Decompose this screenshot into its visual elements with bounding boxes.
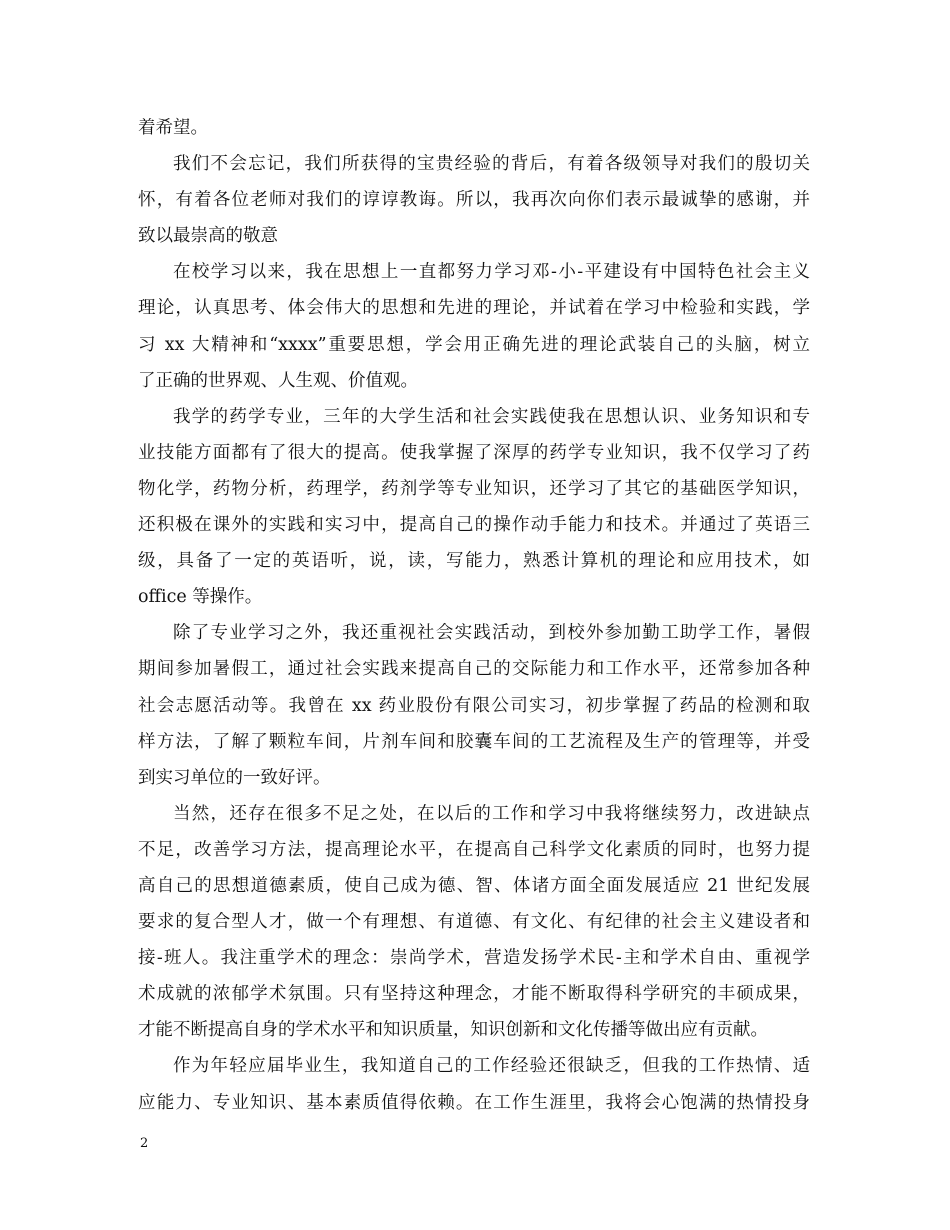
text-line: 物化学，药物分析，药理学，药剂学等专业知识，还学习了其它的基础医学知识，: [138, 478, 810, 499]
text-line: 要求的复合型人才，做一个有理想、有道德、有文化、有纪律的社会主义建设者和: [138, 912, 810, 933]
text-line: 理论，认真思考、体会伟大的思想和先进的理论，并试着在学习中检验和实践，学: [138, 298, 810, 319]
text-line: 我学的药学专业，三年的大学生活和社会实践使我在思想认识、业务知识和专: [173, 406, 810, 427]
text-line: 级，具备了一定的英语听，说，读，写能力，熟悉计算机的理论和应用技术，如: [138, 551, 810, 572]
text-line: 样方法，了解了颗粒车间，片剂车间和胶囊车间的工艺流程及生产的管理等，并受: [138, 731, 810, 752]
body-text: [138, 110, 810, 1121]
text-line: 高自己的思想道德素质，使自己成为德、智、体诸方面全面发展适应 21 世纪发展: [138, 875, 810, 896]
text-line: 我们不会忘记，我们所获得的宝贵经验的背后，有着各级领导对我们的殷切关: [173, 154, 810, 175]
text-line: 社会志愿活动等。我曾在 xx 药业股份有限公司实习，初步掌握了药品的检测和取: [138, 695, 810, 716]
text-line: 才能不断提高自身的学术水平和知识质量，知识创新和文化传播等做出应有贡献。: [138, 1020, 768, 1041]
text-line: 在校学习以来，我在思想上一直都努力学习邓-小-平建设有中国特色社会主义: [173, 262, 810, 283]
text-line: 怀，有着各位老师对我们的谆谆教诲。所以，我再次向你们表示最诚挚的感谢，并: [138, 190, 810, 211]
page-number: 2: [140, 1136, 149, 1151]
text-line: 致以最崇高的敬意: [138, 226, 278, 247]
text-line: 还积极在课外的实践和实习中，提高自己的操作动手能力和技术。并通过了英语三: [138, 515, 810, 536]
text-line: 当然，还存在很多不足之处，在以后的工作和学习中我将继续努力，改进缺点: [173, 803, 810, 824]
text-line: 了正确的世界观、人生观、价值观。: [138, 370, 418, 391]
text-line: 除了专业学习之外，我还重视社会实践活动，到校外参加勤工助学工作，暑假: [173, 623, 810, 644]
text-line: 接-班人。我注重学术的理念：崇尚学术，营造发扬学术民-主和学术自由、重视学: [138, 948, 810, 969]
text-line: 业技能方面都有了很大的提高。使我掌握了深厚的药学专业知识，我不仅学习了药: [138, 442, 810, 463]
text-line: 期间参加暑假工，通过社会实践来提高自己的交际能力和工作水平，还常参加各种: [138, 659, 810, 680]
text-line: 到实习单位的一致好评。: [138, 767, 331, 788]
text-line: 不足，改善学习方法，提高理论水平，在提高自己科学文化素质的同时，也努力提: [138, 839, 810, 860]
text-line: 习 xx 大精神和“xxxx”重要思想，学会用正确先进的理论武装自己的头脑，树立: [138, 334, 810, 355]
text-line: 应能力、专业知识、基本素质值得依赖。在工作生涯里，我将会心饱满的热情投身: [138, 1092, 810, 1113]
text-line: office 等操作。: [138, 587, 263, 608]
text-line: 术成就的浓郁学术氛围。只有坚持这种理念，才能不断取得科学研究的丰硕成果，: [138, 984, 810, 1005]
text-line: 作为年轻应届毕业生，我知道自己的工作经验还很缺乏，但我的工作热情、适: [173, 1056, 810, 1077]
text-line: 着希望。: [138, 118, 208, 138]
